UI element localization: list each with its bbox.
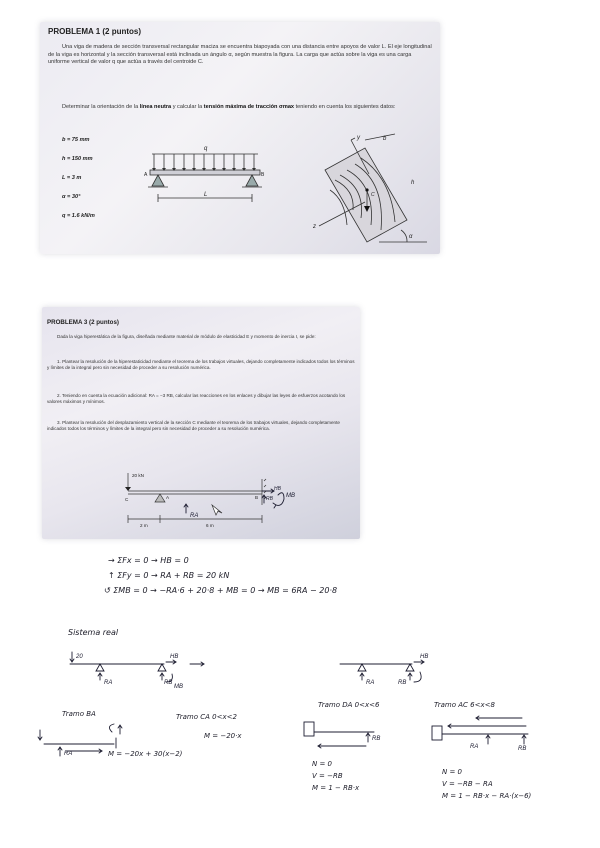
tramo-ca-heading: Tramo CA 0<x<2 xyxy=(176,713,237,721)
problem1-paragraph2: Determinar la orientación de la línea neutra y calcular la tensión máxima de tracción σmax teniendo en cuenta los siguientes datos: xyxy=(62,104,396,110)
angle-alpha-label: α xyxy=(409,234,413,240)
tramo-ba-moment: M = −20x + 30(x−2) xyxy=(108,750,183,758)
tramo-da-ac-free-body-sketches xyxy=(298,712,558,760)
centroid-c-label: C xyxy=(371,192,375,198)
sketch1-rb-label: RB xyxy=(164,680,173,686)
axis-z-label: z xyxy=(313,224,316,230)
param-h: h = 150 mm xyxy=(62,156,93,162)
tramo-ac-ra-label: RA xyxy=(470,744,479,750)
handwritten-reaction-marks xyxy=(160,485,340,539)
equilibrium-eq-vertical: ↑ ΣFy = 0 → RA + RB = 20 kN xyxy=(108,571,230,580)
sketch1-ra-label: RA xyxy=(104,680,113,686)
tramo-ac-heading: Tramo AC 6<x<8 xyxy=(434,701,495,709)
section-c-label: C xyxy=(125,497,129,502)
problem3-intro: Dada la viga hiperestática de la figura, diseñada mediante material de módulo de elasticidad E y momento de inercia I, se pide: xyxy=(57,334,316,339)
tramo-da-axial: N = 0 xyxy=(312,760,333,768)
equilibrium-eq-horizontal: → ΣFx = 0 → HB = 0 xyxy=(108,556,189,565)
param-alpha: α = 30° xyxy=(62,194,81,200)
problem3-item2: 2. Teniendo en cuenta la ecuación adicional: RA = −3 RB, calcular las reacciones en los enlaces y dibujar las leyes de esfuerzos acotando los valores máximos y mínimos. xyxy=(47,393,346,405)
width-b-label: b xyxy=(383,136,387,142)
photo-mb-label: MB xyxy=(286,493,295,499)
support-b3-label: B xyxy=(255,495,259,500)
tramo-da-shear: V = −RB xyxy=(312,772,343,780)
tramo-ba-ra-label: RA xyxy=(64,751,73,757)
param-L: L = 3 m xyxy=(62,175,82,181)
photo-ra-label: RA xyxy=(190,513,199,519)
tramo-ac-shear: V = −RB − RA xyxy=(442,780,493,788)
problem3-title: PROBLEMA 3 (2 puntos) xyxy=(47,319,119,326)
simply-supported-beam-figure xyxy=(140,142,270,222)
span-L-label: L xyxy=(204,192,208,198)
photo-hb-label: HB xyxy=(274,486,281,492)
sketch2-rb-label: RB xyxy=(398,680,407,686)
param-q: q = 1.6 kN/m xyxy=(62,213,95,219)
sketch2-ra-label: RA xyxy=(366,680,375,686)
param-b: b = 75 mm xyxy=(62,137,90,143)
problem3-item3: 3. Plantear la resolución del desplazamiento vertical de la sección C mediante el teorema de los trabajos virtuales, dejando completamente indicados todos los términos y límites de la integral pero sin necesidad de proceder a su resolución numérica. xyxy=(47,420,340,432)
problem3-item1: 1. Plantear la resolución de la hiperestaticidad mediante el teorema de los trabajos virtuales, dejando completamente indicados todos los términos y límites de la integral pero sin necesidad de proceder a su resolución numérica. xyxy=(47,359,355,371)
problem1-title: PROBLEMA 1 (2 puntos) xyxy=(48,27,142,36)
load-20kn-label: 20 kN xyxy=(132,473,145,478)
support-a-label: A xyxy=(144,172,148,178)
distance-2m-label: 2 m xyxy=(140,523,148,528)
equilibrium-eq-moment: ↺ ΣMB = 0 → −RA·6 + 20·8 + MB = 0 → MB = 6RA − 20·8 xyxy=(104,586,338,595)
tramo-da-rb-label: RB xyxy=(372,736,381,742)
height-h-label: h xyxy=(411,180,415,186)
sistema-real-heading: Sistema real xyxy=(68,628,119,637)
sketch1-hb-label: HB xyxy=(170,654,179,660)
tramo-ac-moment: M = 1 − RB·x − RA·(x−6) xyxy=(442,792,532,800)
tramo-ba-heading: Tramo BA xyxy=(62,710,96,718)
tramo-ca-moment: M = −20·x xyxy=(204,732,242,740)
photo-rb-label: RB xyxy=(266,496,273,502)
problem1-paragraph1: Una viga de madera de sección transversal rectangular maciza se encuentra biapoyada con una distancia entre apoyos de valor L. El eje longitudinal de la viga es horizontal y la sección transversal está inclinada un ángulo α, según muestra la figura. La carga que actúa sobre la viga es una carga uniforme vertical de valor q que actúa a través del centroide C. xyxy=(48,44,432,66)
distance-6m-label: 6 m xyxy=(206,523,214,528)
cross-section-figure xyxy=(295,130,430,248)
tramo-da-heading: Tramo DA 0<x<6 xyxy=(318,701,380,709)
support-a3-label: A xyxy=(166,495,170,500)
tramo-ac-rb-label: RB xyxy=(518,746,527,752)
sketch2-hb-label: HB xyxy=(420,654,429,660)
axis-y-label: y xyxy=(357,135,360,141)
problem1-photo xyxy=(40,22,440,254)
real-system-sketch xyxy=(66,648,226,698)
sketch1-mb-label: MB xyxy=(174,684,183,690)
support-b-label: B xyxy=(261,172,265,178)
tramo-da-moment: M = 1 − RB·x xyxy=(312,784,360,792)
virtual-system-sketch xyxy=(336,648,456,692)
tramo-ac-axial: N = 0 xyxy=(442,768,463,776)
sketch1-load-label: 20 xyxy=(76,654,83,660)
load-q-label: q xyxy=(204,146,208,152)
problem3-photo xyxy=(42,307,360,539)
